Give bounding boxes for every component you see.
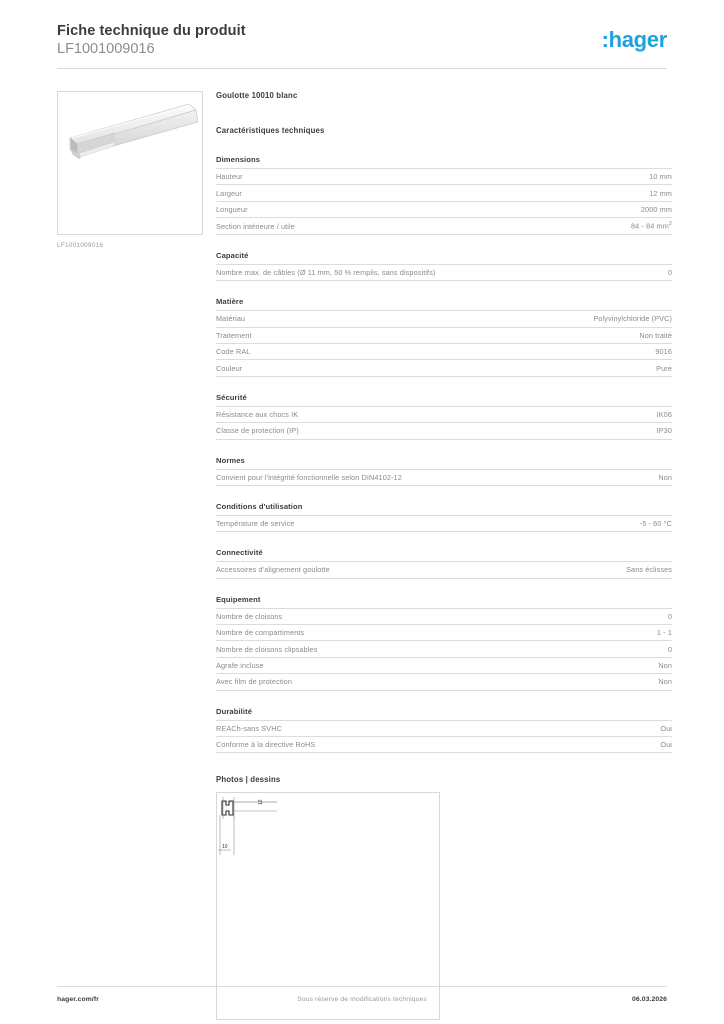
spec-value: IP30 [656,426,672,436]
spec-section-heading: Caractéristiques techniques [216,126,325,135]
header-divider [57,68,667,69]
table-row [216,641,672,657]
spec-label: Convient pour l'intégrité fonctionnelle selon DIN4102-12 [216,472,402,482]
spec-label: Nombre de cloisons [216,611,283,621]
spec-value: 12 mm [649,188,672,198]
table-row [216,423,672,439]
spec-value: 0 [667,644,672,654]
spec-label: Section intérieure / utile [216,221,295,231]
spec-label: Avec film de protection [216,677,292,687]
spec-value: Sans éclisses [626,565,672,575]
spec-group [216,595,672,691]
spec-value: Oui [660,723,672,733]
spec-label: Matériau [216,314,246,324]
spec-table [216,406,672,440]
table-row [216,515,672,531]
table-row [216,657,672,673]
footer-divider [57,986,667,987]
product-photo-graphic [58,92,202,234]
product-figure [57,91,203,249]
table-row [216,406,672,422]
spec-label: Classe de protection (IP) [216,426,299,436]
spec-table [216,515,672,532]
spec-value: Non traité [639,330,672,340]
spec-value: Oui [660,740,672,750]
spec-group-title: Conditions d'utilisation [216,501,303,511]
table-row [216,674,672,690]
product-image-caption: LF1001009016 [57,242,104,249]
spec-group-title: Dimensions [216,155,261,164]
table-row [216,327,672,343]
spec-group [216,502,672,532]
table-row [216,608,672,624]
page-header [57,22,667,64]
spec-label: Largeur [216,188,242,198]
spec-group [216,393,672,440]
spec-value: 9016 [655,347,672,357]
spec-value: -5 - 60 °C [639,519,672,529]
table-row [216,736,672,752]
page-footer [57,996,667,1010]
spec-value: 0 [667,611,672,621]
table-row [216,201,672,217]
spec-value: Pure [656,363,672,373]
spec-value: 1 - 1 [656,628,672,638]
dimension-width-label: 12 [258,799,264,806]
spec-label: Couleur [216,363,243,373]
table-row [216,562,672,578]
spec-value: Non [658,472,672,482]
spec-label: Agrafe incluse [216,660,264,670]
spec-value: Non [658,677,672,687]
spec-table [216,310,672,377]
spec-table [216,168,672,235]
spec-group-title: Capacité [216,250,249,260]
spec-group [216,707,672,754]
footer-disclaimer: Sous réserve de modifications techniques [297,996,427,1003]
table-row [216,469,672,485]
table-row [216,344,672,360]
table-row [216,311,672,327]
spec-label: Conforme à la directive RoHS [216,740,316,750]
spec-value: 84 - 84 $mm^2$ [630,221,672,231]
table-row [216,264,672,280]
spec-label: Nombre de cloisons clipsables [216,644,318,654]
page-title: Fiche technique du produit [57,23,246,39]
spec-table [216,561,672,578]
hager-logo: :hager [601,27,667,52]
table-row [216,720,672,736]
table-row [216,185,672,201]
spec-group [216,548,672,578]
spec-label: Accessoires d'alignement goulotte [216,565,330,575]
spec-value: IK06 [656,409,672,419]
spec-value: 2000 mm [640,204,672,214]
spec-group-title: Equipement [216,594,261,604]
spec-group-title: Durabilité [216,706,253,716]
spec-label: Longueur [216,204,248,214]
spec-table [216,469,672,486]
spec-table [216,264,672,281]
spec-label: REACh-sans SVHC [216,723,282,733]
drawings-heading: Photos | dessins [216,775,281,785]
spec-label: Nombre max. de câbles (Ø 11 mm, 50 % remplis, sans dispositifs) [216,268,436,278]
spec-label: Traitement [216,330,252,340]
page-subtitle-product-code: LF1001009016 [57,41,155,57]
footer-date: 06.03.2026 [631,996,667,1003]
spec-group-title: Matière [216,297,244,307]
spec-groups-container [216,155,672,753]
spec-value: Polyvinylchloride (PVC) [593,314,672,324]
spec-value: 10 mm [649,172,672,182]
product-image [57,91,203,235]
footer-website[interactable]: hager.com/fr [57,996,99,1003]
dimension-height-label: 10 [222,844,228,851]
table-row [216,169,672,185]
product-name: Goulotte 10010 blanc [216,91,298,100]
spec-value: Non [658,660,672,670]
spec-content [216,91,672,1020]
spec-group-title: Sécurité [216,392,247,402]
spec-value: 0 [667,268,672,278]
table-row [216,218,672,235]
spec-label: Hauteur [216,172,243,182]
spec-group [216,297,672,377]
spec-group-title: Normes [216,455,245,465]
spec-label: Résistance aux chocs IK [216,409,299,419]
spec-table [216,608,672,691]
spec-group [216,251,672,281]
spec-label: Température de service [216,519,295,529]
table-row [216,625,672,641]
table-row [216,360,672,376]
spec-group [216,456,672,486]
spec-group-title: Connectivité [216,548,263,558]
spec-label: Nombre de compartiments [216,628,305,638]
spec-label: Code RAL [216,347,251,357]
spec-table [216,720,672,754]
spec-group [216,155,672,235]
